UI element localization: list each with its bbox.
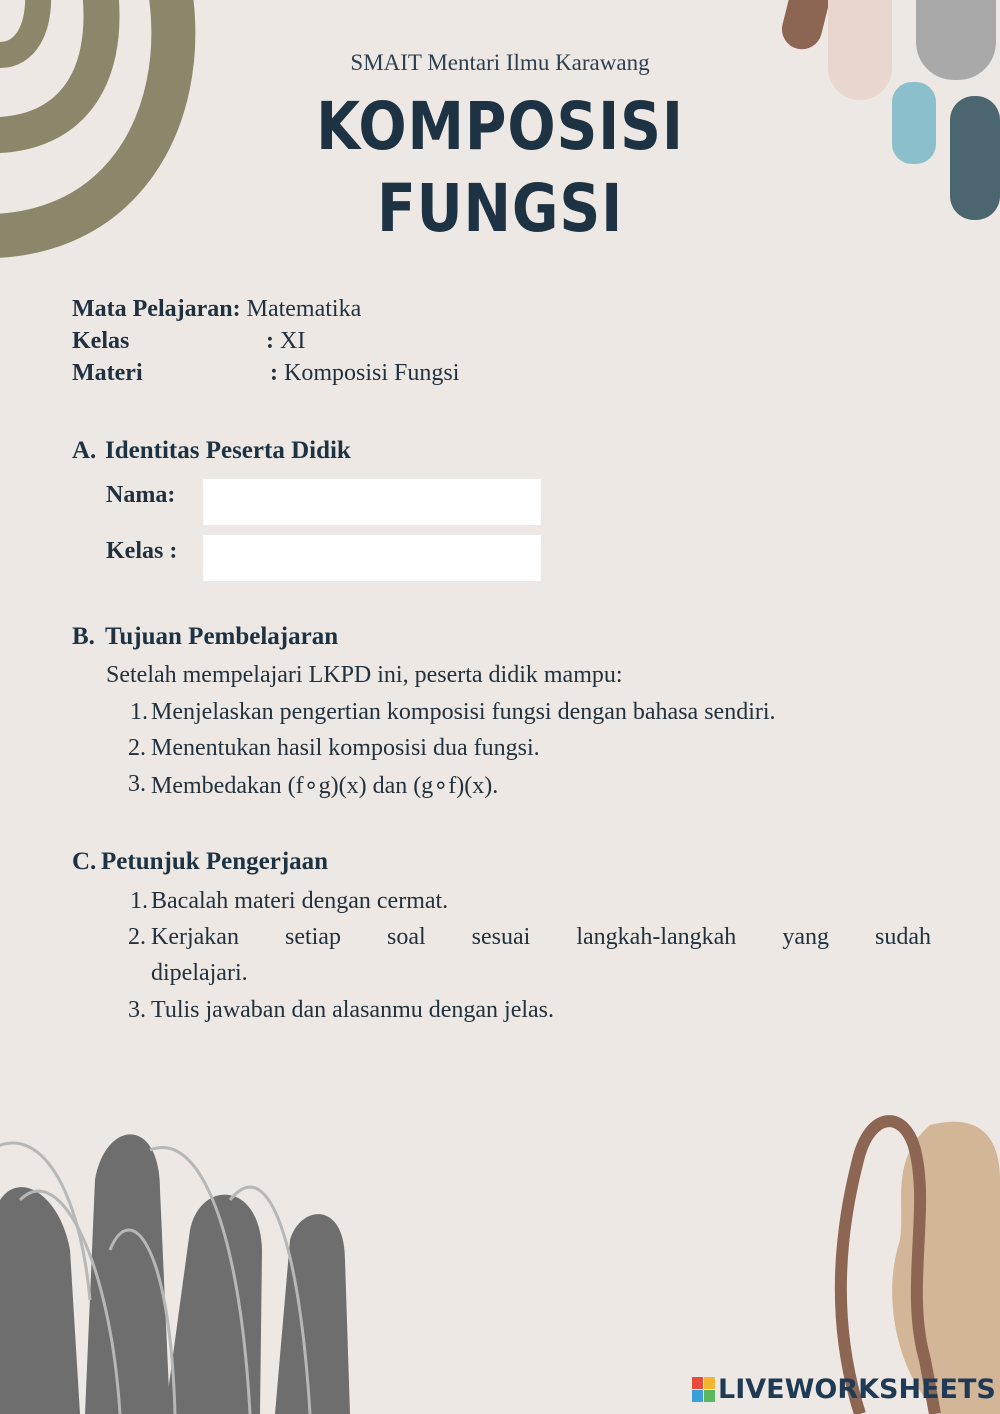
objective-item: Membedakan (f∘g)(x) dan (g∘f)(x).: [151, 773, 499, 799]
section-c-heading: [72, 848, 328, 876]
liveworksheets-logo-icon: [692, 1377, 716, 1403]
section-c-letter: C.: [72, 848, 97, 875]
section-b-intro: Setelah mempelajari LKPD ini, peserta didik mampu:: [106, 662, 623, 688]
page-title-line-2: FUNGSI: [376, 170, 624, 247]
instruction-number: 1.: [130, 888, 148, 914]
section-a-title: Identitas Peserta Didik: [105, 437, 351, 464]
name-label: Nama:: [106, 482, 176, 508]
meta-topic-row: [72, 360, 459, 387]
instruction-number: 2.: [128, 924, 146, 950]
meta-class-row: [72, 328, 305, 355]
bottom-right-shapes-decoration: [841, 1121, 1000, 1414]
section-c-title: Petunjuk Pengerjaan: [101, 848, 329, 875]
section-a-letter: A.: [72, 437, 97, 464]
page-title-line-1: KOMPOSISI: [316, 88, 684, 165]
meta-topic-label: Materi: [72, 360, 143, 386]
meta-class-value: XI: [280, 328, 306, 354]
class-label: Kelas :: [106, 538, 178, 564]
instruction-number: 3.: [128, 997, 146, 1023]
section-b-title: Tujuan Pembelajaran: [105, 623, 339, 650]
meta-class-separator: :: [266, 328, 274, 354]
meta-subject-value: Matematika: [246, 296, 362, 322]
objective-item: Menjelaskan pengertian komposisi fungsi dengan bahasa sendiri.: [151, 699, 776, 725]
objective-number: 2.: [128, 735, 146, 761]
instruction-item: Kerjakan setiap soal sesuai langkah-langkah yang sudah: [151, 924, 931, 950]
meta-topic-value: Komposisi Fungsi: [284, 360, 460, 386]
section-b-letter: B.: [72, 623, 95, 650]
meta-subject-row: [72, 296, 361, 323]
name-input[interactable]: [203, 479, 541, 525]
meta-subject-label: Mata Pelajaran:: [72, 296, 241, 322]
section-b-heading: [72, 623, 338, 651]
section-a-heading: [72, 437, 351, 465]
objective-item: Menentukan hasil komposisi dua fungsi.: [151, 735, 540, 761]
meta-class-label: Kelas: [72, 328, 130, 354]
instruction-item: Tulis jawaban dan alasanmu dengan jelas.: [151, 997, 555, 1023]
meta-topic-separator: :: [270, 360, 278, 386]
objective-number: 3.: [128, 771, 146, 797]
instruction-item-continuation: dipelajari.: [151, 960, 248, 986]
instruction-item: Bacalah materi dengan cermat.: [151, 888, 449, 914]
school-name: SMAIT Mentari Ilmu Karawang: [350, 50, 650, 75]
class-input[interactable]: [203, 535, 541, 581]
bottom-left-blobs-decoration: [0, 1134, 350, 1414]
brand-name: LIVEWORKSHEETS: [718, 1374, 996, 1405]
objective-number: 1.: [130, 699, 148, 725]
